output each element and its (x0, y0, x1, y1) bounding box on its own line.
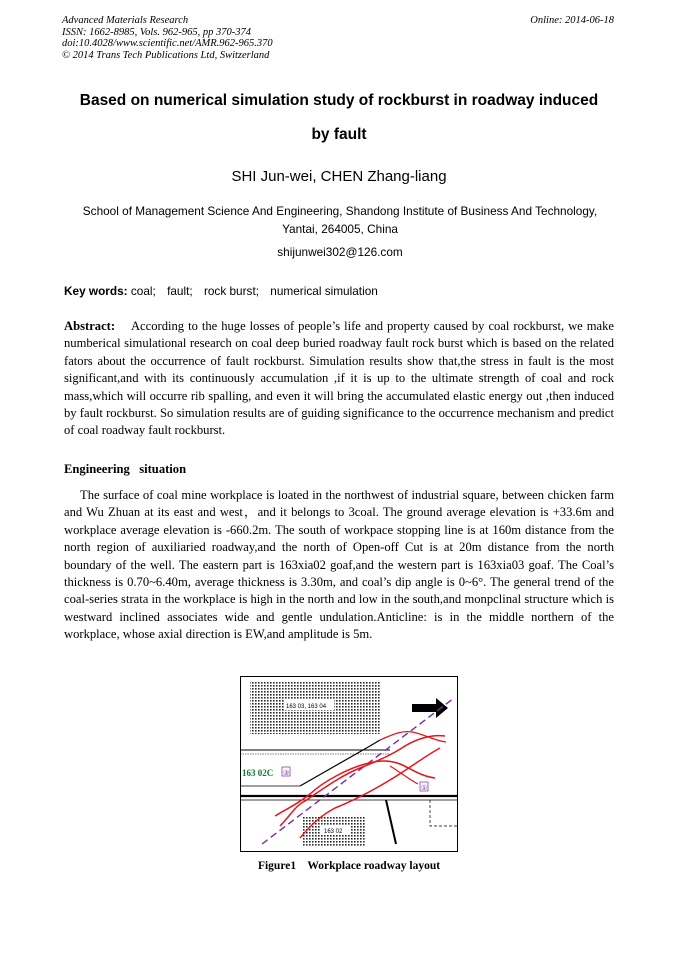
abstract (64, 318, 614, 440)
section-heading: Engineering situation (64, 462, 187, 476)
roadway-layout-figure (240, 676, 458, 852)
body-paragraph: The surface of coal mine workplace is loated in the northwest of industrial square, between chicken farm and Wu Zhuan at its east and west，and it belongs to 3coal. The ground average elevation is +33.6m and workplace average elevation is -660.2m. The south of workpace stopping line is at 160m distance from the north region of auxiliaried roadway,and the north of Open-off Cut is at 20m distance from the north boundary of the well. The eastern part is 163xia02 goaf,and the western part is 163xia03 goaf. The Coal’s thickness is 0.70~6.40m, average thickness is 3.30m, and coal’s dip angle is 0~6°. The general trend of the coal-series strata in the workplace is high in the north and low in the south,and monpclinal structure which is westward inclined associates wide and gentle undulation.Anticline: is in the middle northern of the workplace, whose axial direction is EW,and amplitude is 5m. (64, 488, 614, 642)
goaf-label-top: 163 03, 163 04 (286, 704, 327, 710)
affiliation (60, 202, 620, 238)
keyword-item: fault; (167, 284, 193, 298)
paper-title-line-1: Based on numerical simulation study of rockburst in roadway induced (79, 92, 599, 109)
copyright-line: © 2014 Trans Tech Publications Ltd, Switzerland (62, 49, 270, 61)
doi-line: doi:10.4028/www.scientific.net/AMR.962-965.370 (62, 38, 273, 49)
keyword-item: coal; (130, 284, 156, 298)
abstract-label: Abstract: (64, 319, 116, 333)
abstract-text: According to the huge losses of people’s life and property caused by coal rockburst, we make numberical simulational research on coal deep buried roadway fault rock burst which is based on the related fators about the occurrence of fault rockburst. Simulation results show that,the stress in fault is the most significant,and with its continuously accumulation ,if it is up to the ultimate strength of coal and rock mass,which will occurre rib spalling, and even it will bring the accumulated elastic energy out ,then induced by fault rockburst. So simulation results are of guiding significance to the occurrence mechanism and predict of coal roadway fault rockburst. (64, 319, 614, 438)
goaf-label-bottom: 163 02 (324, 829, 343, 835)
keyword-item: numerical simulation (270, 284, 378, 298)
journal-header (62, 15, 273, 61)
author-email: shijunwei302@126.com (277, 245, 403, 259)
paper-title-line-2: by fault (311, 126, 367, 143)
authors: SHI Jun-wei, CHEN Zhang-liang (231, 168, 447, 185)
affiliation-line-2: Yantai, 264005, China (282, 222, 398, 236)
marker-label: ③ (283, 769, 290, 777)
marker-label: ① (421, 784, 428, 792)
roadway-label: 163 02C (242, 768, 274, 778)
issn-line: ISSN: 1662-8985, Vols. 962-965, pp 370-374 (62, 26, 251, 38)
keywords (64, 284, 386, 298)
online-date: Online: 2014-06-18 (530, 15, 614, 26)
keywords-label: Key words: (64, 284, 128, 298)
journal-name: Advanced Materials Research (62, 15, 189, 26)
affiliation-line-1: School of Management Science And Engineering, Shandong Institute of Business And Technology, (82, 204, 598, 218)
figure-caption: Figure1 Workplace roadway layout (257, 860, 441, 872)
keyword-item: rock burst; (203, 284, 260, 298)
